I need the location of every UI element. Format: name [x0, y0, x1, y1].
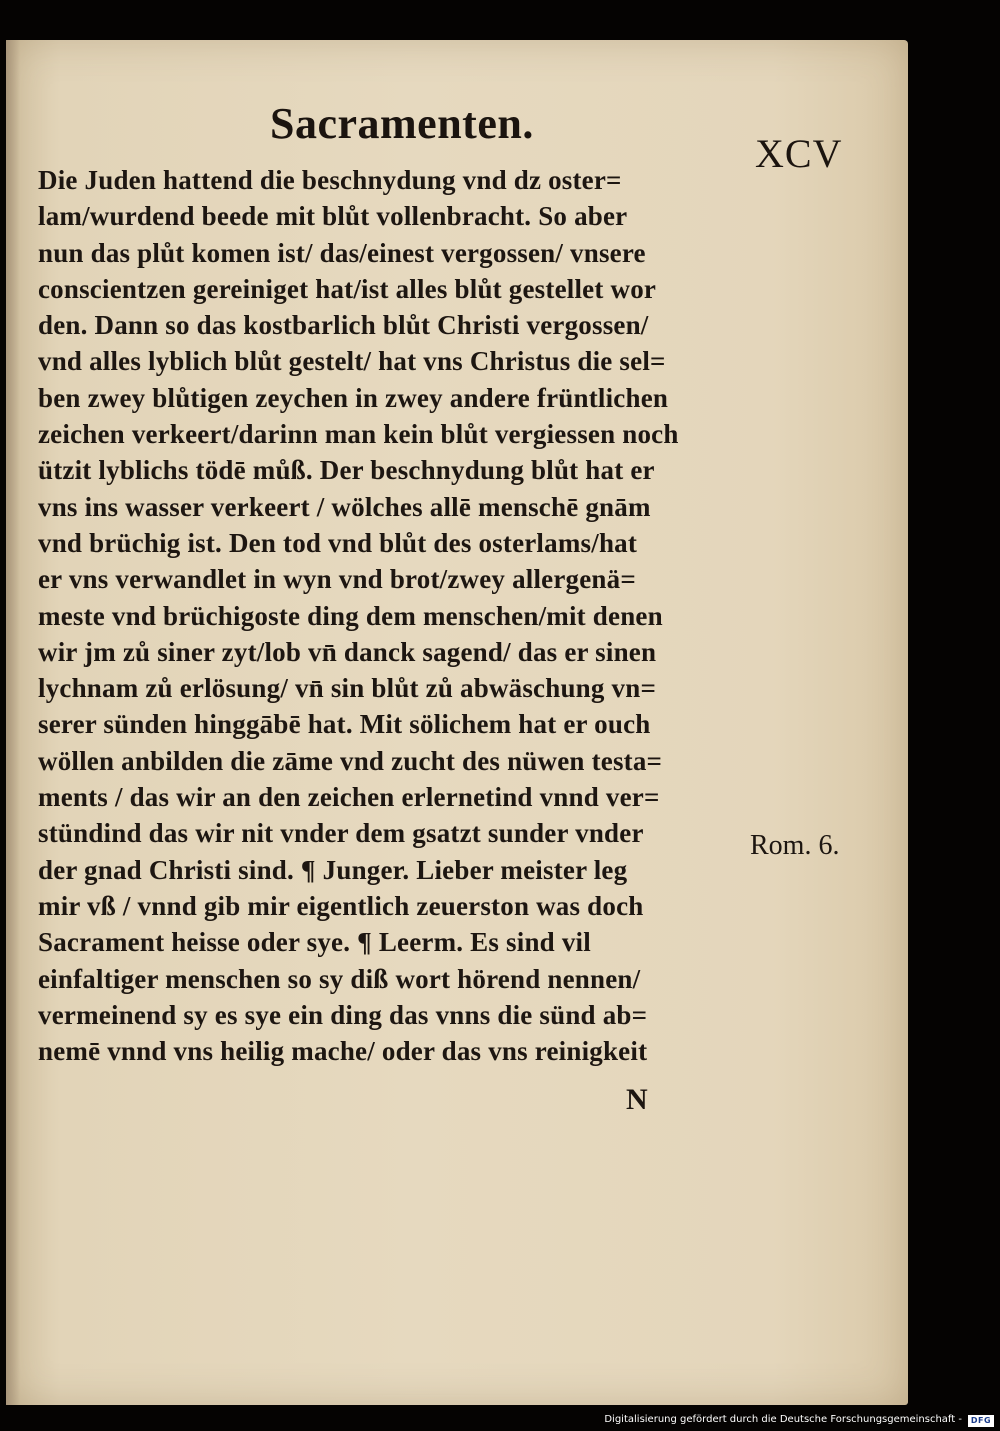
text-line: wöllen anbilden die zāme vnd zucht des nüwen testa=	[38, 745, 663, 776]
text-line: nun das plůt komen ist/ das/einest vergossen/ vnsere	[38, 237, 646, 268]
footer-credit: Digitalisierung gefördert durch die Deutsche Forschungsgemeinschaft -	[604, 1414, 962, 1425]
page-heading: Sacramenten.	[270, 99, 534, 148]
text-line: vns ins wasser verkeert / wölches allē menschē gnām	[38, 491, 651, 522]
text-line: lychnam zů erlösung/ vn̄ sin blůt zů abwäschung vn=	[38, 673, 657, 704]
body-text	[38, 162, 773, 1069]
text-line: er vns verwandlet in wyn vnd brot/zwey allergenä=	[38, 564, 636, 595]
text-line: vermeinend sy es sye ein ding das vnns die sünd ab=	[38, 999, 648, 1030]
text-line: meste vnd brüchigoste ding dem menschen/mit denen	[38, 600, 663, 631]
text-line: ben zwey blůtigen zeychen in zwey andere früntlichen	[38, 382, 669, 413]
footer-bar	[0, 1412, 1000, 1431]
text-line: lam/wurdend beede mit blůt vollenbracht. So aber	[38, 201, 628, 232]
text-line: conscientzen gereiniget hat/ist alles blůt gestellet wor	[38, 273, 657, 304]
margin-note: Rom. 6.	[750, 830, 840, 861]
text-line: Sacrament heisse oder sye. ¶ Leerm. Es sind vil	[38, 927, 591, 958]
text-line: vnd brüchig ist. Den tod vnd blůt des osterlams/hat	[38, 527, 638, 558]
text-line: mir vß / vnnd gib mir eigentlich zeuerston was doch	[38, 890, 644, 921]
text-line: serer sünden hinggābē hat. Mit sölichem hat er ouch	[38, 709, 651, 740]
text-line: ützit lyblichs tödē můß. Der beschnydung blůt hat er	[38, 455, 655, 486]
dfg-logo: DFG	[968, 1415, 994, 1427]
text-line: ments / das wir an den zeichen erlernetind vnnd ver=	[38, 782, 660, 813]
text-line: vnd alles lyblich blůt gestelt/ hat vns Christus die sel=	[38, 346, 666, 377]
text-line: den. Dann so das kostbarlich blůt Christi vergossen/	[38, 310, 649, 341]
binding-edge	[6, 40, 20, 1405]
text-line: wir jm zů siner zyt/lob vn̄ danck sagend/ das er sinen	[38, 636, 657, 667]
signature-mark: N	[626, 1083, 648, 1116]
text-line: stündind das wir nit vnder dem gsatzt sunder vnder	[38, 818, 644, 849]
text-line: einfaltiger menschen so sy diß wort hörend nennen/	[38, 963, 641, 994]
text-line: zeichen verkeert/darinn man kein blůt vergiessen noch	[38, 419, 679, 450]
folio-number: XCV	[755, 131, 843, 176]
text-line: der gnad Christi sind. ¶ Junger. Lieber meister leg	[38, 854, 628, 885]
text-line: Die Juden hattend die beschnydung vnd dz oster=	[38, 165, 622, 195]
text-line: nemē vnnd vns heilig mache/ oder das vns reinigkeit	[38, 1036, 648, 1067]
